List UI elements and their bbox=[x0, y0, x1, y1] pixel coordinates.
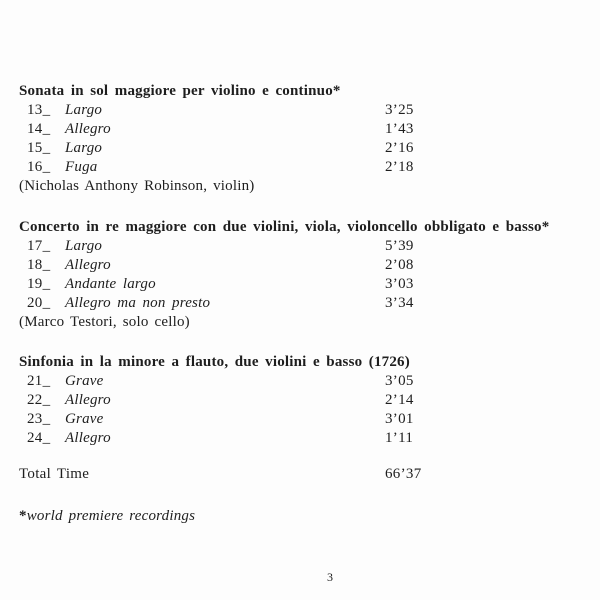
track-movement: Largo bbox=[65, 140, 103, 156]
footnote bbox=[19, 507, 592, 526]
track-number: 18_ bbox=[27, 257, 51, 273]
total-time-label: Total Time bbox=[19, 466, 90, 482]
track-number: 17_ bbox=[27, 238, 51, 254]
track-movement: Allegro ma non presto bbox=[65, 295, 211, 311]
track-row bbox=[19, 101, 592, 120]
track-movement: Fuga bbox=[65, 159, 98, 175]
track-number: 15_ bbox=[27, 140, 51, 156]
performer-note: (Nicholas Anthony Robinson, violin) bbox=[19, 178, 255, 194]
track-movement: Largo bbox=[65, 238, 103, 254]
work-title: Concerto in re maggiore con due violini, viola, violoncello obbligato e basso* bbox=[19, 219, 550, 235]
track-number: 16_ bbox=[27, 159, 51, 175]
track-duration: 2’18 bbox=[385, 159, 414, 175]
track-row bbox=[19, 158, 592, 177]
track-row bbox=[19, 391, 592, 410]
track-number: 21_ bbox=[27, 373, 51, 389]
track-movement: Grave bbox=[65, 411, 104, 427]
performer-note: (Marco Testori, solo cello) bbox=[19, 314, 190, 330]
track-duration: 2’08 bbox=[385, 257, 414, 273]
track-row bbox=[19, 275, 592, 294]
track-movement: Allegro bbox=[65, 430, 111, 446]
track-duration: 3’03 bbox=[385, 276, 414, 292]
page-number: 3 bbox=[327, 570, 333, 584]
total-time-row bbox=[19, 465, 592, 484]
track-duration: 3’34 bbox=[385, 295, 414, 311]
footnote-text: world premiere recordings bbox=[26, 508, 196, 524]
track-movement: Andante largo bbox=[65, 276, 156, 292]
track-number: 19_ bbox=[27, 276, 51, 292]
total-time-value: 66’37 bbox=[385, 466, 422, 482]
track-duration: 5’39 bbox=[385, 238, 414, 254]
work-section-concerto bbox=[19, 218, 592, 332]
work-title: Sinfonia in la minore a flauto, due violini e basso (1726) bbox=[19, 354, 410, 370]
track-number: 14_ bbox=[27, 121, 51, 137]
track-duration: 2’14 bbox=[385, 392, 414, 408]
track-number: 20_ bbox=[27, 295, 51, 311]
track-duration: 1’11 bbox=[385, 430, 414, 446]
track-row bbox=[19, 372, 592, 391]
track-movement: Allegro bbox=[65, 257, 111, 273]
work-section-sonata bbox=[19, 82, 592, 196]
track-row bbox=[19, 294, 592, 313]
track-row bbox=[19, 237, 592, 256]
track-duration: 3’25 bbox=[385, 102, 414, 118]
work-title: Sonata in sol maggiore per violino e continuo* bbox=[19, 83, 341, 99]
track-movement: Allegro bbox=[65, 121, 111, 137]
track-duration: 3’01 bbox=[385, 411, 414, 427]
work-section-sinfonia bbox=[19, 353, 592, 448]
track-movement: Allegro bbox=[65, 392, 111, 408]
track-row bbox=[19, 139, 592, 158]
track-row bbox=[19, 120, 592, 139]
track-duration: 2’16 bbox=[385, 140, 414, 156]
track-number: 23_ bbox=[27, 411, 51, 427]
track-duration: 3’05 bbox=[385, 373, 414, 389]
track-movement: Largo bbox=[65, 102, 103, 118]
track-row bbox=[19, 429, 592, 448]
track-number: 24_ bbox=[27, 430, 51, 446]
track-number: 13_ bbox=[27, 102, 51, 118]
track-row bbox=[19, 410, 592, 429]
track-movement: Grave bbox=[65, 373, 104, 389]
footnote-asterisk: * bbox=[19, 508, 27, 524]
track-row bbox=[19, 256, 592, 275]
track-duration: 1’43 bbox=[385, 121, 414, 137]
track-number: 22_ bbox=[27, 392, 51, 408]
